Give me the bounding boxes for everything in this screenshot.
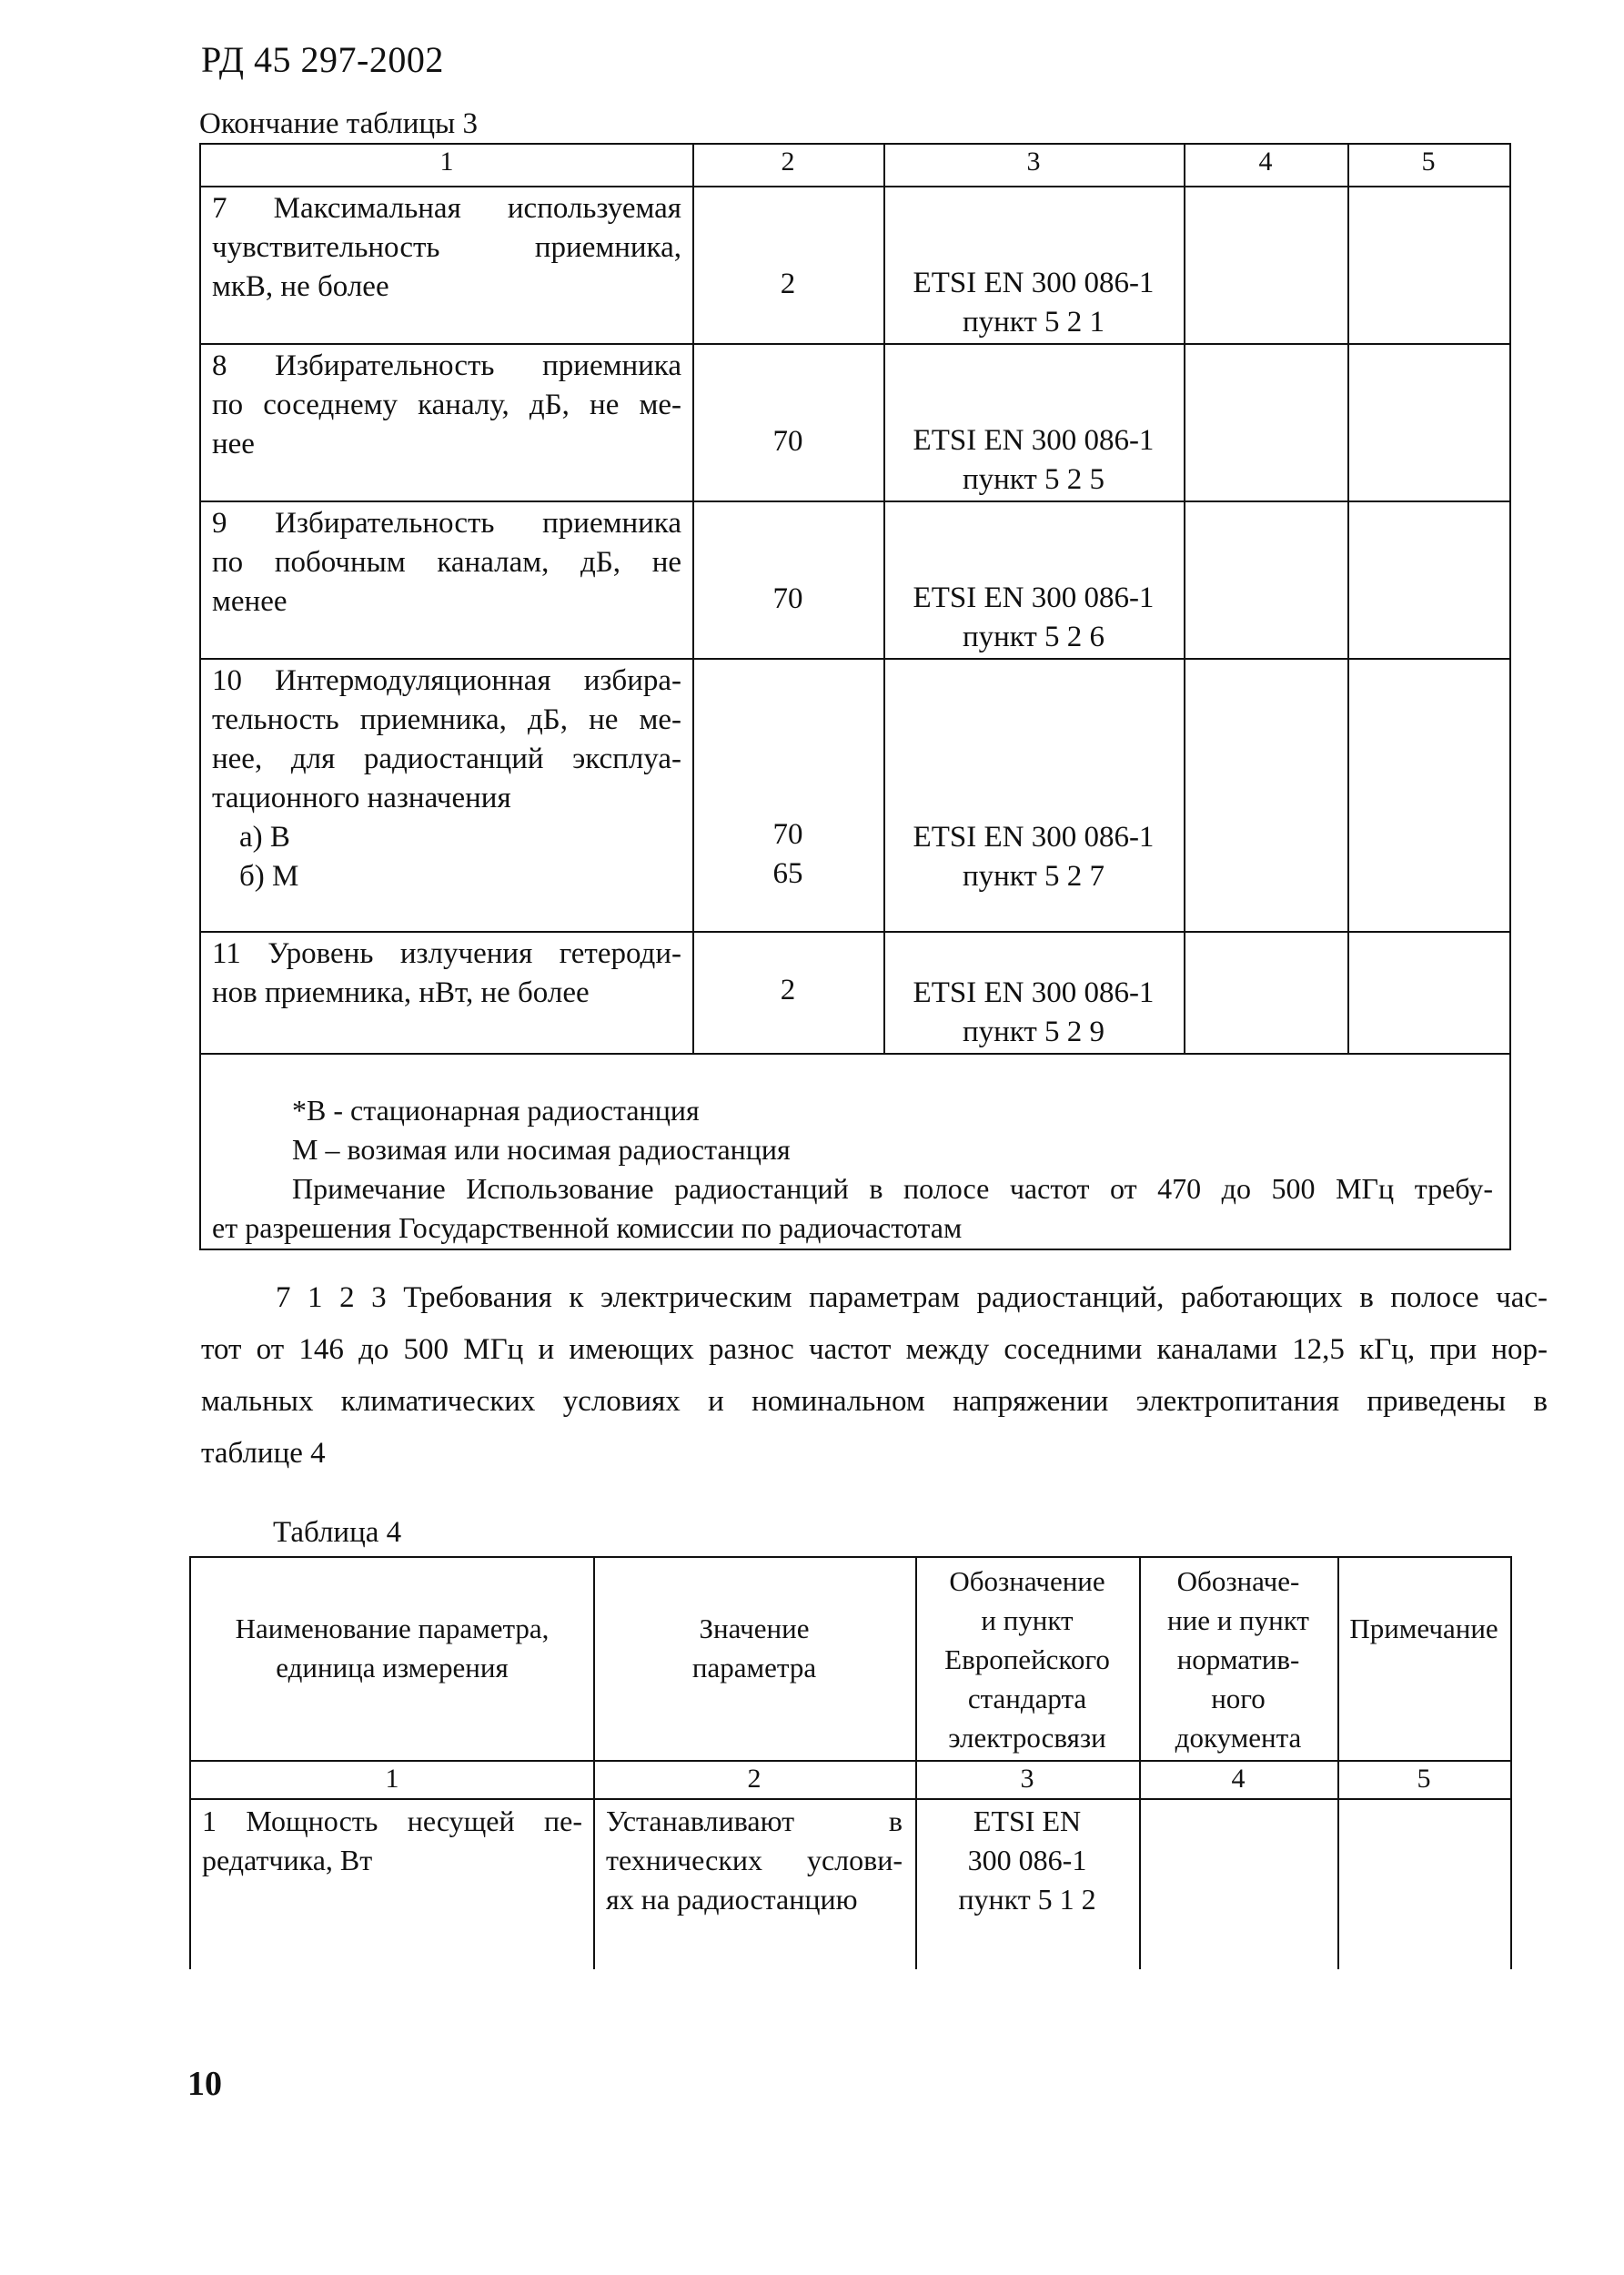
table3-notes [201,1091,1509,1248]
value-line: ях на радиостанцию [606,1883,858,1916]
standard-ref: ETSI EN 300 086-1 [913,976,1155,1009]
standard-ref: ETSI EN 300 086-1 [913,581,1155,614]
table4-col-number: 2 [747,1764,762,1794]
table-row [202,1802,582,1880]
table3-col-number: 4 [1258,147,1273,177]
header-line: Обозначение [949,1565,1105,1597]
paragraph-line: мальных климатических условиях и номинальном напряжении электропитания приведены в [201,1385,1548,1418]
param-value: 65 [772,857,803,890]
standard-clause: пункт 5 2 7 [962,860,1105,893]
table4-header-normative [1139,1562,1337,1757]
header-line: норматив- [1176,1643,1300,1675]
param-name-line: тельность приемника, дБ, не ме- [212,703,681,736]
header-line: единица измерения [276,1652,509,1684]
param-name-line: 10 Интермодуляционная избира- [212,664,681,697]
header-line: Наименование параметра, [235,1613,550,1644]
param-name-line: 9 Избирательность приемника [212,507,681,540]
param-value: 70 [772,818,803,851]
standard-clause: пункт 5 2 1 [962,306,1105,339]
header-line: параметра [691,1652,817,1684]
table4-header-name [191,1609,593,1687]
table3-col-number: 3 [1026,147,1041,177]
table4 [189,1556,1512,1969]
header-line: Европейского [944,1643,1110,1675]
table3-caption: Окончание таблицы 3 [199,107,478,140]
param-name-line: нее [212,428,255,460]
note-line: ет разрешения Государственной комиссии по радиочастотам [212,1211,963,1244]
standard-ref: ETSI EN 300 086-1 [913,267,1155,299]
param-name-line: тационного назначения [212,782,511,814]
table-row [201,931,1509,1053]
param-value: 70 [772,582,803,615]
note-line: *В - стационарная радиостанция [292,1094,700,1127]
note-line: М – возимая или носимая радиостанция [292,1133,791,1166]
table4-col-number: 3 [1020,1764,1034,1794]
table-row [201,186,1509,343]
standard-clause: пункт 5 2 9 [962,1016,1105,1048]
table4-caption: Таблица 4 [273,1516,402,1549]
header-line: документа [1175,1722,1302,1754]
standard-clause: пункт 5 2 6 [962,621,1105,653]
table3-col-number: 5 [1421,147,1436,177]
value-line: технических услови- [606,1844,903,1876]
param-name-line: 1 Мощность несущей пе- [202,1805,582,1837]
param-value: 70 [772,425,803,458]
header-line: Обозначе- [1176,1565,1300,1597]
param-value: 2 [780,268,796,300]
table4-header-eu-standard [915,1562,1139,1757]
standard-line: 300 086-1 [967,1844,1087,1876]
table3-col-number: 1 [439,147,454,177]
param-value [606,1802,903,1919]
param-name-line: нее, для радиостанций эксплуа- [212,743,681,775]
table-row [201,658,1509,931]
param-name-line: редатчика, Вт [202,1844,373,1876]
table4-col-number: 1 [385,1764,399,1794]
param-name-line: нов приемника, нВт, не более [212,976,590,1009]
param-name-line: по побочным каналам, дБ, не [212,546,681,579]
param-name-line: чувствительность приемника, [212,231,681,264]
standard-ref: ETSI EN 300 086-1 [913,821,1155,854]
table3 [199,143,1511,1250]
header-line: Значение [699,1613,810,1644]
param-value: 2 [780,974,796,1006]
header-line: Примечание [1349,1613,1498,1644]
param-sub-a: а) В [239,821,290,854]
standard-ref: ETSI EN 300 086-1 [913,424,1155,457]
table4-col-number: 4 [1231,1764,1246,1794]
param-sub-b: б) М [239,860,299,893]
note-line: Примечание Использование радиостанций в полосе частот от 470 до 500 МГц требу- [292,1172,1493,1205]
value-line: Устанавливают в [606,1805,903,1837]
table4-col-number: 5 [1417,1764,1431,1794]
standard-line: ETSI EN [973,1805,1082,1837]
paragraph-line: таблице 4 [201,1437,326,1470]
table4-header-note [1337,1609,1510,1648]
paragraph-line: тот от 146 до 500 МГц и имеющих разнос частот между соседними каналами 12,5 кГц, при нор- [201,1333,1548,1366]
table3-col-number: 2 [781,147,795,177]
param-name-line: мкВ, не более [212,270,389,303]
page-number: 10 [187,2065,222,2103]
table-row [201,343,1509,500]
standard-line: пункт 5 1 2 [958,1883,1096,1916]
standard-ref [915,1802,1139,1919]
param-name-line: 8 Избирательность приемника [212,349,681,382]
header-line: электросвязи [948,1722,1106,1754]
document-code: РД 45 297-2002 [201,39,444,80]
param-name-line: 7 Максимальная используемая [212,192,681,225]
paragraph-line: 7 1 2 3 Требования к электрическим параметрам радиостанций, работающих в полосе час- [276,1281,1548,1314]
header-line: ние и пункт [1167,1604,1309,1636]
param-name-line: 11 Уровень излучения гетероди- [212,937,681,970]
header-line: стандарта [967,1683,1087,1714]
table-row [201,500,1509,658]
header-line: и пункт [981,1604,1074,1636]
table4-header-value [593,1609,915,1687]
body-paragraph [201,1272,1548,1480]
param-name-line: по соседнему каналу, дБ, не ме- [212,389,681,421]
param-name-line: менее [212,585,287,618]
header-line: ного [1211,1683,1266,1714]
standard-clause: пункт 5 2 5 [962,463,1105,496]
